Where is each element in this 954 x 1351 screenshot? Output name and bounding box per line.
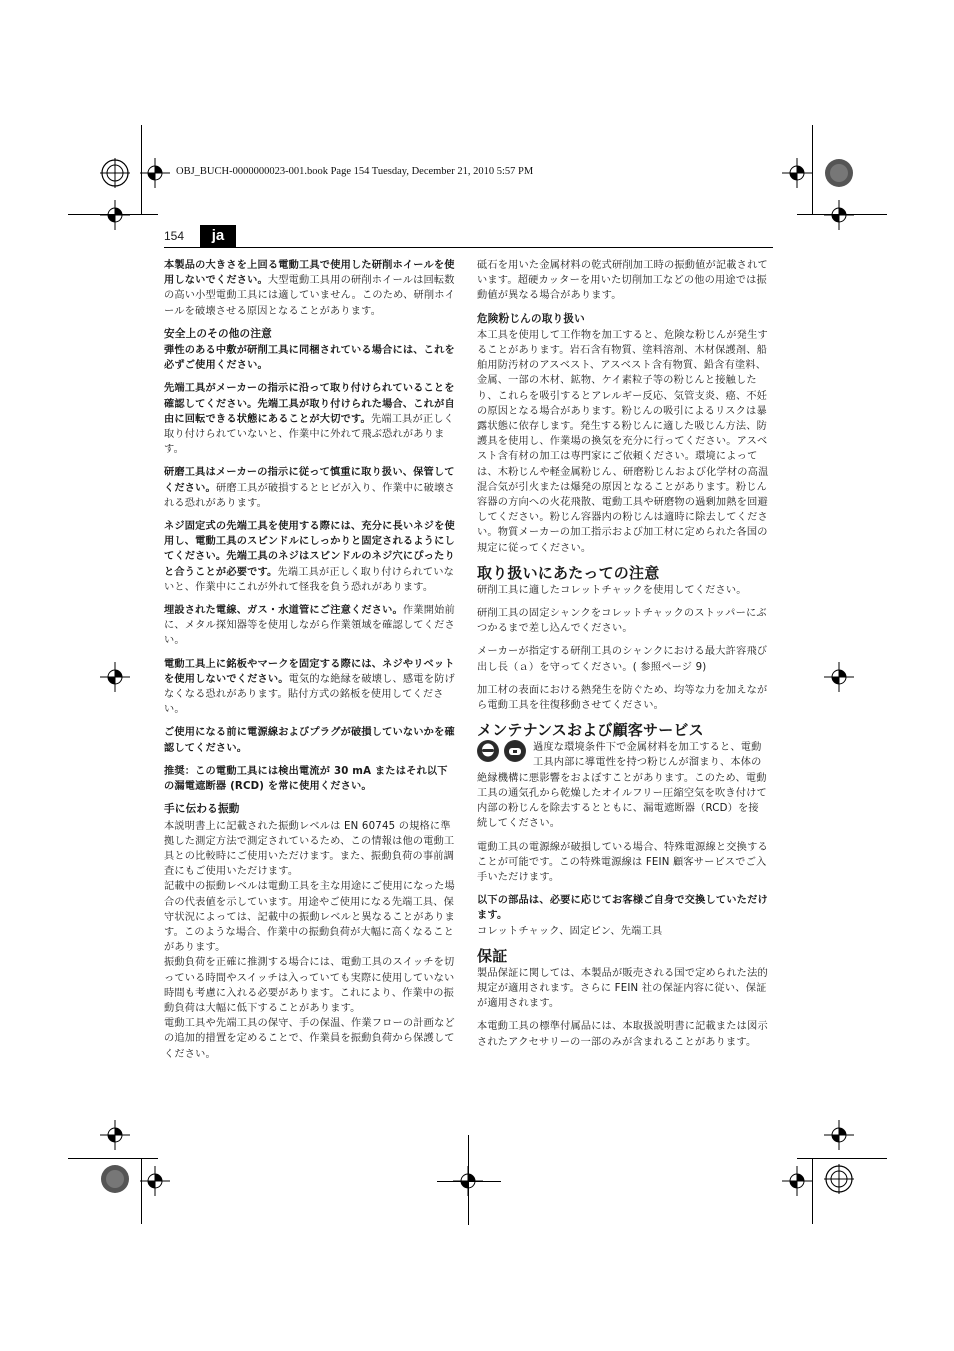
paragraph: 推奨：この電動工具には検出電流が 30 mA またはそれ以下の漏電遮断器 (RCD) を常に使用ください。: [164, 765, 448, 793]
crosshair-icon: [100, 200, 130, 230]
left-column: [164, 258, 456, 1062]
paragraph: ネジ固定式の先端工具を使用する際には、充分に長いネジを使用し、電動工具のスピンドルにしっかりと固定されるようにしてください。先端工具のネジはスピンドルのネジ穴にぴったりと合うことが必要です。先端工具が正しく取り付けられていないと、作業中にこれが外れて怪我を負う恐れがあります。: [164, 521, 455, 593]
section-heading: 危険粉じんの取り扱い: [477, 312, 585, 325]
crop-mark: [797, 1158, 887, 1159]
crosshair-icon: [453, 1166, 483, 1196]
crosshair-icon: [824, 200, 854, 230]
paragraph: 本製品の大きさを上回る電動工具で使用した研削ホイールを使用しないでください。大型電動工具用の研削ホイールは回転数の高い小型電動工具には適していません。このため、研削ホイールを破壊させる原因となることがあります。: [164, 260, 456, 317]
paragraph: 電動工具の電源線が破損している場合、特殊電源線と交換することが可能です。この特殊電源線は FEIN 顧客サービスでご入手いただけます。: [477, 841, 768, 883]
crosshair-icon: [782, 158, 812, 188]
paragraph: 以下の部品は、必要に応じてお客様ご自身で交換していただけます。 コレットチャック、固定ピン、先端工具: [477, 895, 768, 937]
crosshair-icon: [824, 1120, 854, 1150]
paragraph: 砥石を用いた金属材料の乾式研削加工時の振動値が記載されています。超硬カッターを用いた切削加工などの他の用途では振動値が異なる場合があります。: [477, 260, 768, 302]
safety-goggles-icon: [477, 740, 499, 762]
print-header-note: OBJ_BUCH-0000000023-001.book Page 154 Tuesday, December 21, 2010 5:57 PM: [176, 166, 534, 177]
crosshair-icon: [100, 1120, 130, 1150]
paragraph: 電動工具上に銘板やマークを固定する際には、ネジやリベットを使用しないでください。電気的な絶縁を破壊し、感電を防げなくなる恐れがあります。貼付方式の銘板を使用してください。: [164, 658, 455, 716]
section-heading: 安全上のその他の注意: [164, 327, 272, 340]
paragraph: 過度な環境条件下で金属材料を加工すると、電動工具内部に導電性を持つ粉じんが溜まり、本体の絶縁機構に悪影響をおよぼすことがあります。このため、電動工具の通気孔から乾燥したオイルフリー圧縮空気を吹き付けて内部の粉じんを除去するとともに、漏電遮断器（RCD）を接続してください。: [477, 742, 767, 830]
paragraph: 研磨工具はメーカーの指示に従って慎重に取り扱い、保管してください。研磨工具が破損するとヒビが入り、作業中に破壊される恐れがあります。: [164, 467, 455, 509]
header-rule: [164, 247, 773, 248]
paragraph: 弾性のある中敷が研削工具に同梱されている場合には、これを必ずご使用ください。: [164, 345, 455, 372]
right-column: [477, 258, 769, 1058]
paragraph: 製品保証に関しては、本製品が販売される国で定められた法的規定が適用されます。さらに FEIN 社の保証内容に従い、保証が適用されます。: [477, 967, 768, 1010]
section-title: 保証: [477, 946, 508, 965]
paragraph: ご使用になる前に電源線およびプラグが破損していないかを確認してください。: [164, 727, 455, 754]
crosshair-icon: [824, 662, 854, 692]
color-wheel-icon: [100, 1164, 130, 1194]
paragraph: 先端工具がメーカーの指示に沿って取り付けられていることを確認してください。先端工具が取り付けられた場合、これが自由に回転できる状態にあることが大切です。先端工具が正しく取り付けられていないと、作業中に外れて飛ぶ恐れがあります。: [164, 383, 455, 456]
safety-icons: [477, 740, 529, 762]
paragraph: メーカーが指定する研削工具のシャンクにおける最大許容飛び出し長（ａ）を守ってください。( 参照ページ 9): [477, 646, 768, 673]
paragraph: 電動工具や先端工具の保守、手の保温、作業フローの計画などの追加的措置を定めることで、作業員を振動負荷から保護してください。: [164, 1018, 455, 1060]
section-heading: 手に伝わる振動: [164, 803, 240, 816]
paragraph: 本説明書上に記載された振動レベルは EN 60745 の規格に準拠した測定方法で測定されているため、この情報は他の電動工具との比較時にご使用いただけます。また、振動負荷の事前調査にもご使用いただけます。: [164, 820, 455, 878]
crosshair-icon: [140, 1166, 170, 1196]
page-number: 154: [164, 229, 185, 243]
paragraph: 研削工具の固定シャンクをコレットチャックのストッパーにぶつかるまで差し込んでください。: [477, 608, 767, 635]
crosshair-icon: [782, 1166, 812, 1196]
paragraph: 本工具を使用して工作物を加工すると、危険な粉じんが発生することがあります。岩石含有物質、塗料溶剤、木材保護剤、船舶用防汚材のアスベスト、アスベスト含有物質、鉛含有塗料、金属、一部の木材、鉱物、ケイ素粒子等の粉じんと接触したり、これらを吸引するとアレルギー反応、気管支炎、癌、不妊の原因となる場合があります。粉じんの吸引によるリスクは暴露状態に依存します。発生する粉じんに適した吸じん方法、防護具を使用し、作業場の換気を充分に行ってください。アスベスト含有材の加工は専門家にご依頼ください。環境によっては、木粉じんや軽金属粉じん、研磨粉じんおよび化学材の高温混合気が引火または爆発の原因となることがあります。粉じん容器の方向への火花飛散、電動工具や研磨物の過剰加熱を回避してください。粉じん容器内の粉じんは適時に除去してください。物質メーカーの加工指示および加工材に定められた各国の規定に従ってください。: [477, 329, 769, 554]
section-title: メンテナンスおよび顧客サービス: [477, 721, 704, 740]
crop-mark: [68, 1158, 158, 1159]
paragraph: 埋設された電線、ガス・水道管にご注意ください。作業開始前に、メタル探知器等を使用しながら作業領域を確認してください。: [164, 605, 455, 647]
crosshair-icon: [100, 662, 130, 692]
crop-mark: [812, 125, 813, 215]
registration-mark-icon: [100, 158, 130, 188]
paragraph: 記載中の振動レベルは電動工具を主な用途にご使用になった場合の代表値を示しています。用途やご使用になる先端工具、保守状況によっては、記載中の振動レベルと異なることがあります。このような場合、作業中の振動負荷が大幅に高くなることがあります。: [164, 881, 455, 954]
dust-mask-icon: [504, 740, 526, 762]
paragraph: 研削工具に適したコレットチャックを使用してください。: [477, 584, 747, 596]
paragraph: 振動負荷を正確に推測する場合には、電動工具のスイッチを切っている時間やスイッチは入っていても実際に使用していない時間も考慮に入れる必要があります。これにより、作業中の振動負荷は大幅に低下することがあります。: [164, 957, 455, 1014]
section-title: 取り扱いにあたっての注意: [477, 563, 660, 582]
color-wheel-icon: [824, 158, 854, 188]
paragraph: 加工材の表面における熱発生を防ぐため、均等な力を加えながら電動工具を往復移動させてください。: [477, 684, 768, 712]
registration-mark-icon: [824, 1164, 854, 1194]
paragraph: 本電動工具の標準付属品には、本取扱説明書に記載または図示されたアクセサリーの一部のみが含まれることがあります。: [477, 1021, 768, 1048]
crosshair-icon: [140, 158, 170, 188]
crop-mark: [812, 1158, 813, 1224]
language-badge: ja: [200, 225, 236, 247]
